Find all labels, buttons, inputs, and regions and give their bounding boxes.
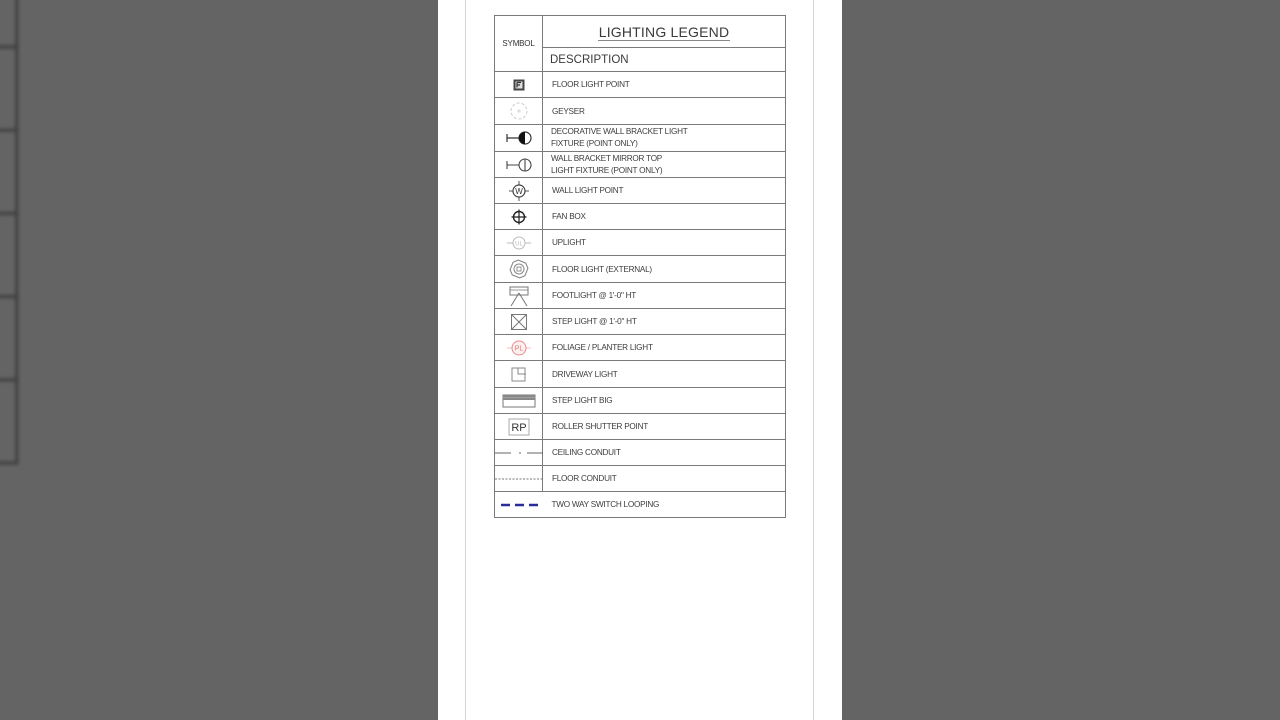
legend-row-description: FLOOR LIGHT (EXTERNAL) xyxy=(543,256,786,283)
floor-light-external-icon xyxy=(495,256,543,283)
foliage-planter-light-icon xyxy=(495,335,543,361)
legend-title xyxy=(543,16,786,48)
floor-light-point-icon xyxy=(495,72,543,98)
legend-row-description: FAN BOX xyxy=(543,204,786,230)
legend-row xyxy=(495,309,786,335)
floor-conduit-line-icon xyxy=(495,466,543,492)
legend-row xyxy=(495,256,786,283)
legend-row-description: GEYSER xyxy=(543,98,786,125)
legend-row-description: FLOOR CONDUIT xyxy=(543,466,786,492)
lighting-legend-table xyxy=(494,15,786,518)
description-line-1: WALL BRACKET MIRROR TOP xyxy=(551,153,663,163)
driveway-light-icon xyxy=(495,361,543,388)
geyser-icon xyxy=(495,98,543,125)
legend-row-description: STEP LIGHT @ 1'-0" HT xyxy=(543,309,786,335)
legend-row xyxy=(495,440,786,466)
legend-row-description xyxy=(543,125,786,152)
symbol-column-header: SYMBOL xyxy=(495,16,543,72)
page-left-margin-line xyxy=(465,0,466,720)
legend-row-description: DRIVEWAY LIGHT xyxy=(543,361,786,388)
decorative-wall-bracket-icon xyxy=(495,125,543,152)
legend-row xyxy=(495,414,786,440)
ceiling-conduit-line-icon xyxy=(495,440,543,466)
svg-text:RP: RP xyxy=(510,421,527,434)
legend-row xyxy=(495,152,786,178)
legend-row-description: ROLLER SHUTTER POINT xyxy=(543,414,786,440)
roller-shutter-point-icon xyxy=(495,414,543,440)
page-right-margin-line xyxy=(813,0,814,720)
legend-row xyxy=(495,361,786,388)
description-line-1: DECORATIVE WALL BRACKET LIGHT xyxy=(551,127,688,136)
legend-row-description xyxy=(543,152,786,178)
uplight-icon xyxy=(495,230,543,256)
legend-row xyxy=(495,466,786,492)
description-line-2: FIXTURE (POINT ONLY) xyxy=(551,139,638,148)
legend-row-description: FLOOR LIGHT POINT xyxy=(543,72,786,98)
legend-row xyxy=(495,98,786,125)
legend-row xyxy=(495,492,786,518)
wall-light-point-icon xyxy=(495,178,543,204)
fan-box-icon xyxy=(495,204,543,230)
description-line-2: LIGHT FIXTURE (POINT ONLY) xyxy=(551,165,663,175)
legend-row xyxy=(495,230,786,256)
legend-title-text: LIGHTING LEGEND xyxy=(598,23,730,40)
description-column-header: DESCRIPTION xyxy=(543,48,786,72)
two-way-switch-looping-line-icon xyxy=(495,492,543,518)
legend-row-description: CEILING CONDUIT xyxy=(543,440,786,466)
legend-row-description: FOOTLIGHT @ 1'-0" HT xyxy=(543,283,786,309)
step-light-icon xyxy=(495,309,543,335)
legend-row-description: FOLIAGE / PLANTER LIGHT xyxy=(543,335,786,361)
legend-row xyxy=(495,388,786,414)
legend-row-description: WALL LIGHT POINT xyxy=(543,178,786,204)
svg-text:PL: PL xyxy=(514,345,523,352)
lighting-legend xyxy=(494,15,786,518)
legend-row xyxy=(495,72,786,98)
legend-row xyxy=(495,178,786,204)
svg-text:UL: UL xyxy=(514,241,523,247)
legend-row xyxy=(495,335,786,361)
legend-row xyxy=(495,204,786,230)
document-page xyxy=(438,0,842,720)
legend-row xyxy=(495,283,786,309)
legend-row-description: TWO WAY SWITCH LOOPING xyxy=(543,492,786,518)
wall-bracket-mirror-icon xyxy=(495,152,543,178)
footlight-icon xyxy=(495,283,543,309)
legend-row xyxy=(495,125,786,152)
legend-row-description: UPLIGHT xyxy=(543,230,786,256)
svg-text:W: W xyxy=(514,186,523,196)
step-light-big-icon xyxy=(495,388,543,414)
legend-row-description: STEP LIGHT BIG xyxy=(543,388,786,414)
